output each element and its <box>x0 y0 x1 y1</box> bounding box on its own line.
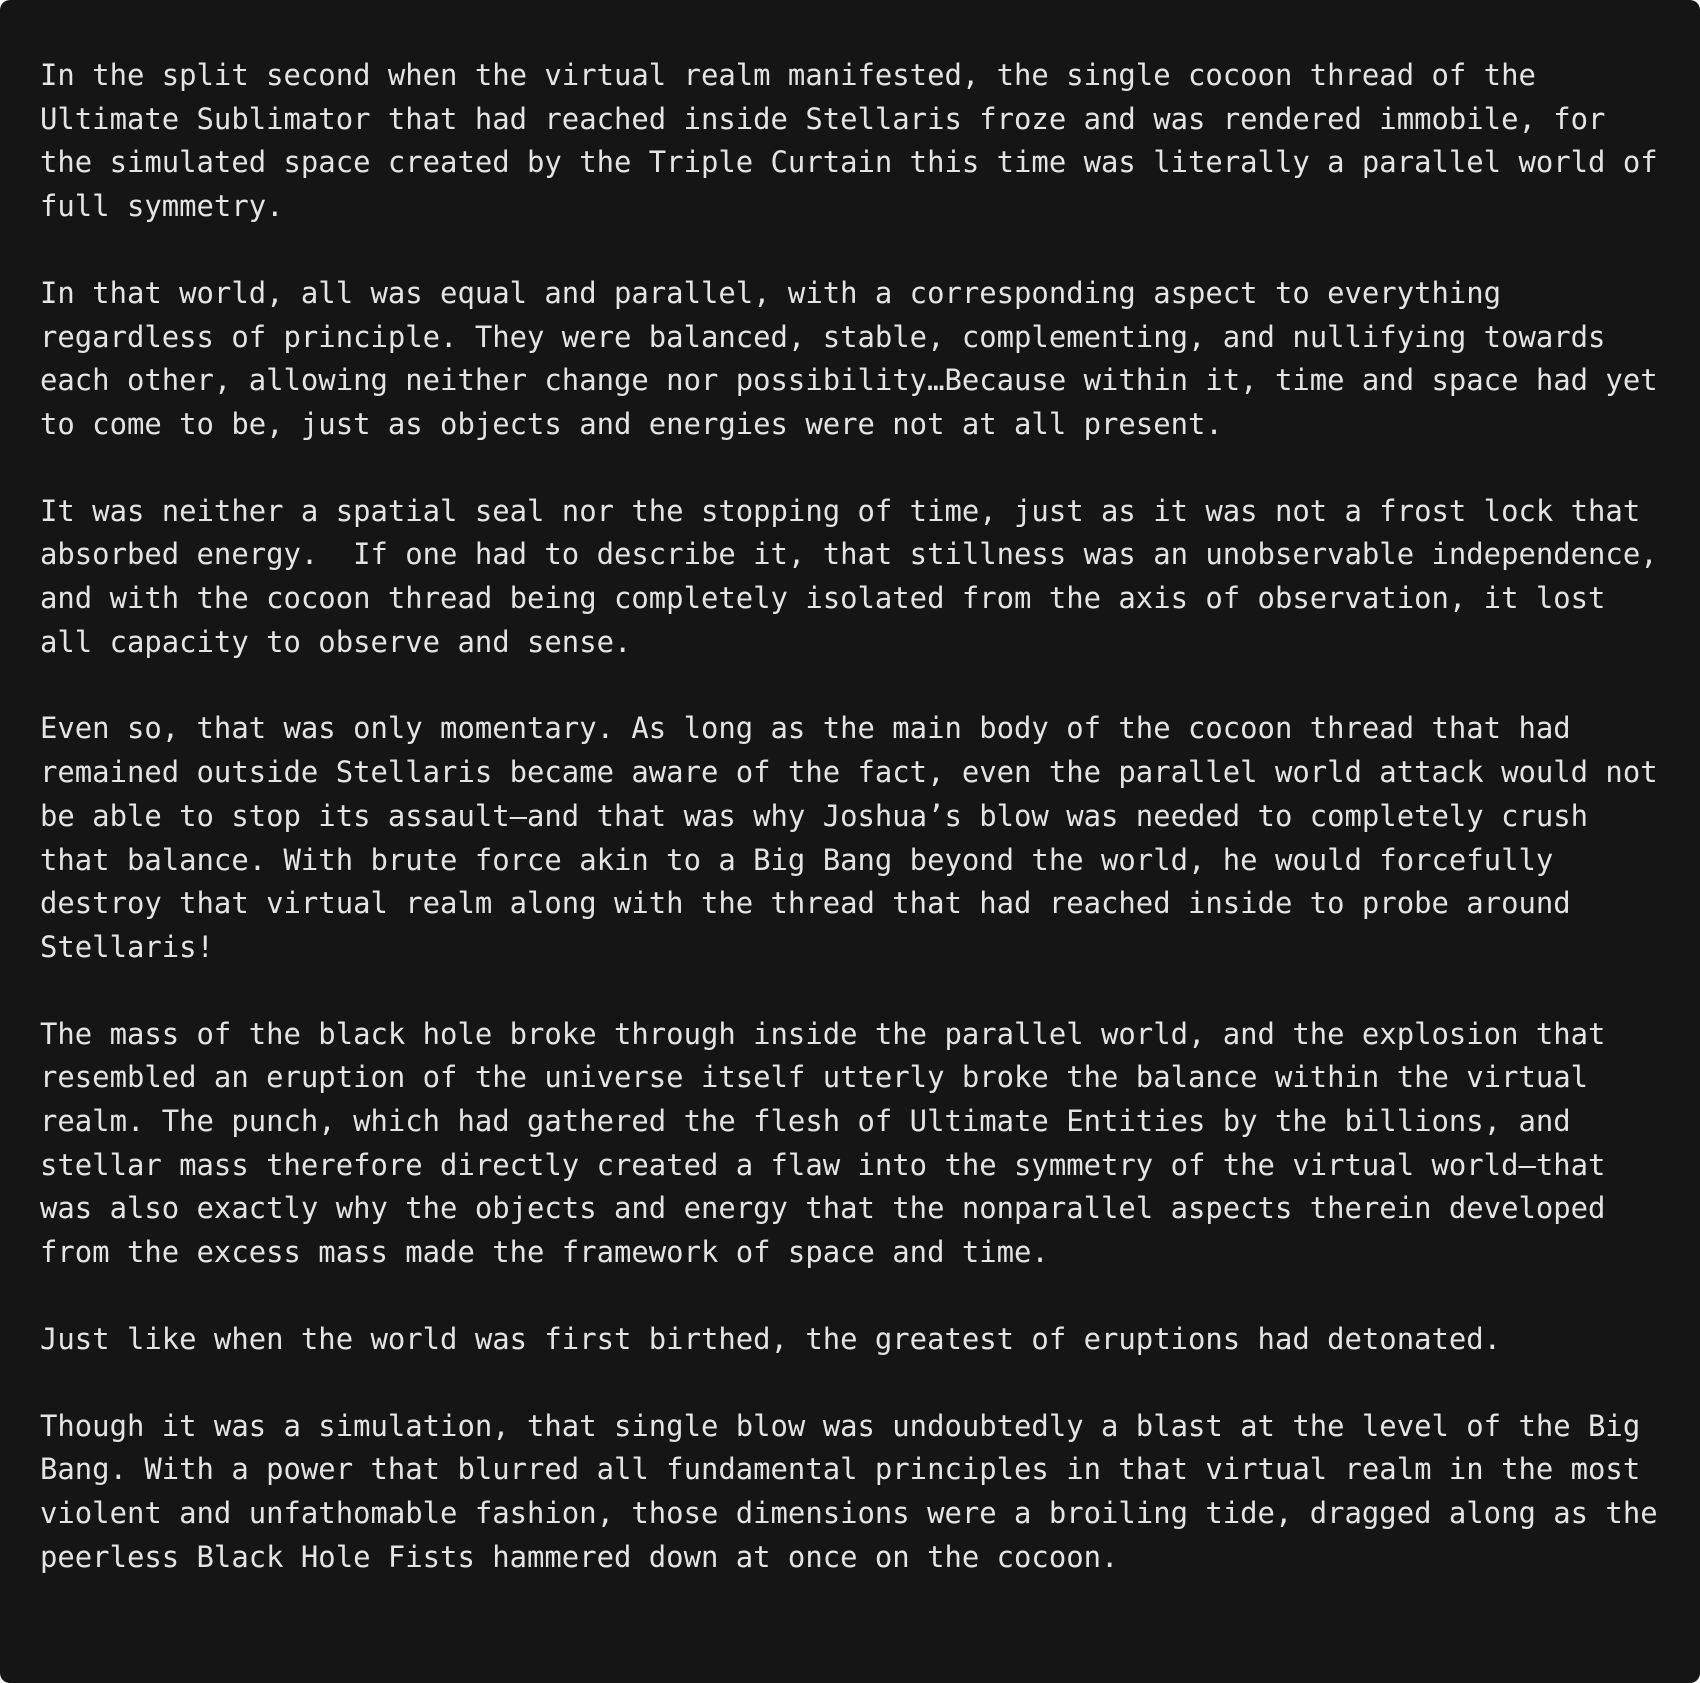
paragraph-4: Even so, that was only momentary. As long as the main body of the cocoon thread that had remained outside Stellaris became aware of the fact, even the parallel world attack would not be able to stop its assault—and that was why Joshua’s blow was needed to completely crush that balance. With brute force akin to a Big Bang beyond the world, he would forcefully destroy that virtual realm along with the thread that had reached inside to probe around Stellaris! <box>40 711 1676 964</box>
paragraph-2: In that world, all was equal and parallel, with a corresponding aspect to everything regardless of principle. They were balanced, stable, complementing, and nullifying towards each other, allowing neither change nor possibility…Because within it, time and space had yet to come to be, just as objects and energies were not at all present. <box>40 275 1676 441</box>
paragraph-5: The mass of the black hole broke through inside the parallel world, and the explosion that resembled an eruption of the universe itself utterly broke the balance within the virtual realm. The punch, which had gathered the flesh of Ultimate Entities by the billions, and stellar mass therefore directly created a flaw into the symmetry of the virtual world—that was also exactly why the objects and energy that the nonparallel aspects therein developed from the excess mass made the framework of space and time. <box>40 1016 1623 1270</box>
paragraph-3: It was neither a spatial seal nor the stopping of time, just as it was not a frost lock that absorbed energy. If one had to describe it, that stillness was an unobservable independence, and with the cocoon thread being completely isolated from the axis of observation, it lost all capacity to observe and sense. <box>40 493 1676 659</box>
paragraph-1: In the split second when the virtual realm manifested, the single cocoon thread of the Ultimate Sublimator that had reached inside Stellaris froze and was rendered immobile, for the simulated space created by the Triple Curtain this time was literally a parallel world of full symmetry. <box>40 58 1676 224</box>
paragraph-6: Just like when the world was first birthed, the greatest of eruptions had detonated. <box>40 1321 1502 1356</box>
paragraph-7: Though it was a simulation, that single blow was undoubtedly a blast at the level of the Big Bang. With a power that blurred all fundamental principles in that virtual realm in the most violent and unfathomable fashion, those dimensions were a broiling tide, dragged along as the peerless Black Hole Fists hammered down at once on the cocoon. <box>40 1408 1676 1574</box>
